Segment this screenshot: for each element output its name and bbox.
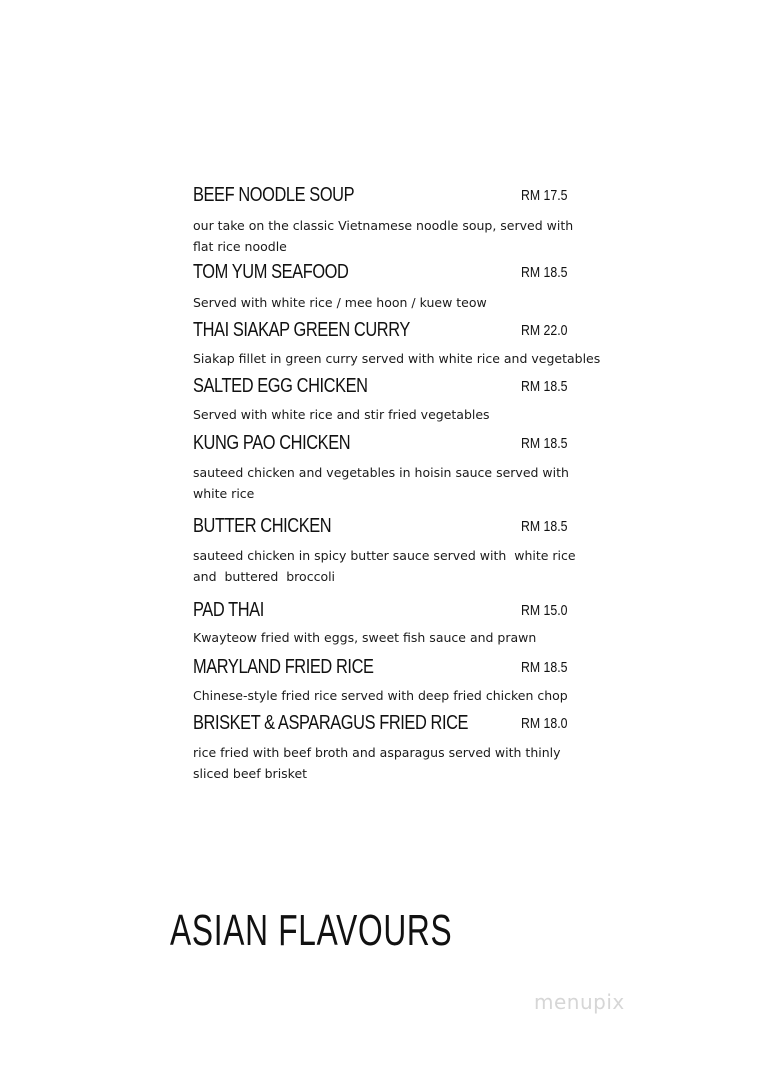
item-name: BRISKET & ASPARAGUS FRIED RICE [193, 712, 469, 734]
item-price: RM 18.5 [521, 659, 568, 676]
item-description: rice fried with beef broth and asparagus served with thinly sliced beef brisket [193, 745, 561, 781]
item-description: Kwayteow fried with eggs, sweet fish sauce and prawn [193, 630, 537, 645]
item-description: Chinese-style fried rice served with deep fried chicken chop [193, 688, 568, 703]
item-description: our take on the classic Vietnamese noodle soup, served with flat rice noodle [193, 218, 574, 254]
item-name: THAI SIAKAP GREEN CURRY [193, 319, 410, 341]
item-description: sauteed chicken and vegetables in hoisin sauce served with white rice [193, 465, 569, 501]
item-price: RM 15.0 [521, 602, 568, 619]
item-name: BEEF NOODLE SOUP [193, 184, 355, 206]
item-name: BUTTER CHICKEN [193, 515, 332, 537]
item-description: sauteed chicken in spicy butter sauce served with white rice and buttered broccoli [193, 548, 580, 584]
item-name: SALTED EGG CHICKEN [193, 375, 368, 397]
item-price: RM 18.5 [521, 518, 568, 535]
section-title: ASIAN FLAVOURS [170, 906, 453, 955]
item-name: MARYLAND FRIED RICE [193, 656, 374, 678]
watermark-logo: menupix [534, 990, 625, 1014]
item-name: TOM YUM SEAFOOD [193, 261, 349, 283]
item-price: RM 22.0 [521, 322, 568, 339]
item-price: RM 18.5 [521, 435, 568, 452]
item-description: Siakap fillet in green curry served with white rice and vegetables [193, 351, 601, 366]
item-name: KUNG PAO CHICKEN [193, 432, 351, 454]
item-description: Served with white rice / mee hoon / kuew teow [193, 295, 487, 310]
item-description: Served with white rice and stir fried vegetables [193, 407, 490, 422]
item-price: RM 17.5 [521, 187, 568, 204]
item-name: PAD THAI [193, 599, 264, 621]
item-price: RM 18.0 [521, 715, 568, 732]
item-price: RM 18.5 [521, 378, 568, 395]
item-price: RM 18.5 [521, 264, 568, 281]
